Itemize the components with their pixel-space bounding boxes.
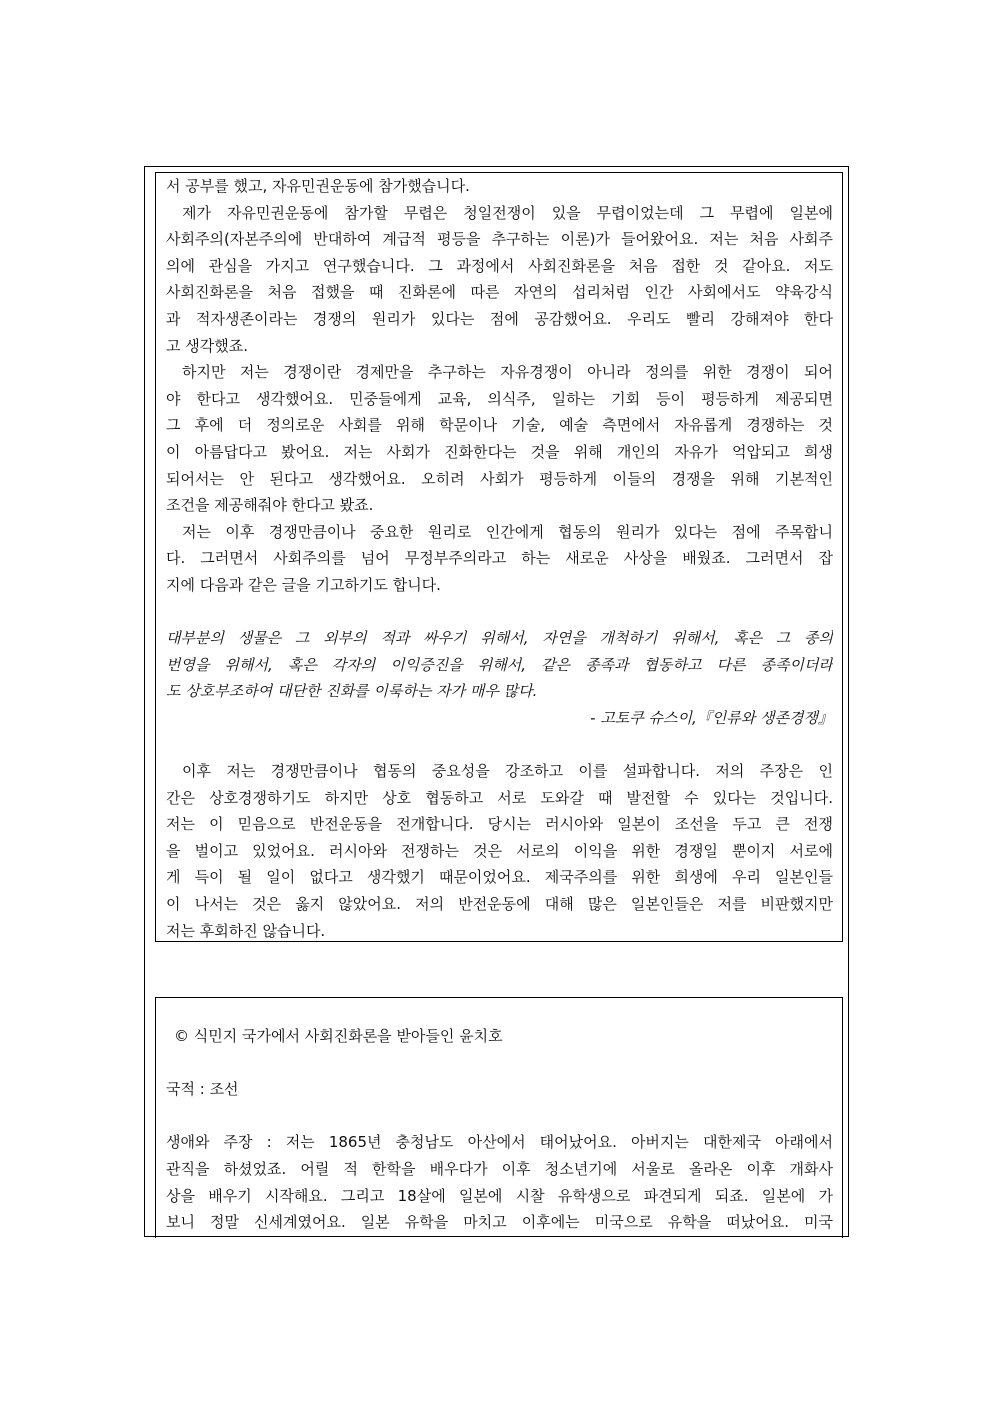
biography-line: 생애와 주장 : 저는 1865년 충청남도 아산에서 태어났어요. 아버지는 대한제국 아래에서: [166, 1133, 833, 1152]
paragraph-line: 하지만 저는 경쟁이란 경제만을 추구하는 자유경쟁이 아니라 정의를 위한 경쟁이 되어: [182, 363, 833, 382]
paragraph-line: 고 생각했죠.: [166, 336, 248, 355]
paragraph-line: 이 아름답다고 봤어요. 저는 사회가 진화한다는 것을 위해 개인의 자유가 억압되고 희생: [166, 442, 833, 461]
quote-line: 대부분의 생물은 그 외부의 적과 싸우기 위해서, 자연을 개척하기 위해서, 혹은 그 종의: [166, 629, 833, 648]
paragraph-line: 그 후에 더 정의로운 사회를 위해 학문이나 기술, 예술 측면에서 자유롭게 경쟁하는 것: [166, 416, 833, 435]
paragraph-line: 지에 다음과 같은 글을 기고하기도 합니다.: [166, 575, 441, 594]
paragraph-line: 사회주의(자본주의에 반대하여 계급적 평등을 추구하는 이론)가 들어왔어요. 저는 처음 사회주: [166, 230, 833, 249]
paragraph-line: 제가 자유민권운동에 참가할 무렵은 청일전쟁이 있을 무렵이었는데 그 무렵에 일본에: [182, 203, 833, 222]
paragraph-line: 게 득이 될 일이 없다고 생각했기 때문이었어요. 제국주의를 위한 희생에 우리 일본인들: [166, 868, 833, 887]
paragraph-line: 야 한다고 생각했어요. 민중들에게 교육, 의식주, 일하는 기회 등이 평등하게 제공되면: [166, 389, 833, 408]
paragraph-line: 을 벌이고 있었어요. 러시아와 전쟁하는 것은 서로의 이익을 위한 경쟁일 뿐이지 서로에: [166, 841, 833, 860]
paragraph-line: 되어서는 안 된다고 생각했어요. 오히려 사회가 평등하게 이들의 경쟁을 위해 기본적인: [166, 469, 833, 488]
paragraph-line: 사회진화론을 처음 접했을 때 진화론에 따른 자연의 섭리처럼 인간 사회에서도 약육강식: [166, 283, 833, 302]
paragraph-line: 간은 상호경쟁하기도 하지만 상호 협동하고 서로 도와갈 때 발전할 수 있다는 것입니다.: [166, 788, 833, 807]
quote-line: 도 상호부조하여 대단한 진화를 이룩하는 자가 매우 많다.: [166, 682, 538, 701]
paragraph-line: 저는 후회하진 않습니다.: [166, 921, 326, 940]
paragraph-line: 다. 그러면서 사회주의를 넘어 무정부주의라고 하는 새로운 사상을 배웠죠. 그러면서 잡: [166, 549, 833, 568]
biography-line: 보니 정말 신세계였어요. 일본 유학을 마치고 이후에는 미국으로 유학을 떠났어요. 미국: [166, 1213, 833, 1232]
biography: [166, 1129, 833, 1235]
paragraph-line: 의에 관심을 가지고 연구했습니다. 그 과정에서 사회진화론을 처음 접한 것 같아요. 저도: [166, 256, 833, 275]
biography-line: 상을 배우기 시작해요. 그리고 18살에 일본에 시찰 유학생으로 파견되게 되죠. 일본에 가: [166, 1186, 833, 1205]
spacer: [166, 731, 833, 758]
quote-line: 번영을 위해서, 혹은 각자의 이익증진을 위해서, 같은 종족과 협동하고 다른 종족이더라: [166, 655, 833, 674]
paragraph-line: 서 공부를 했고, 자유민권운동에 참가했습니다.: [166, 177, 470, 195]
paragraph-line: 과 적자생존이라는 경쟁의 원리가 있다는 점에 공감했어요. 우리도 빨리 강해져야 한다: [166, 309, 833, 328]
biography-line: 관직을 하셨었죠. 어릴 적 한학을 배우다가 이후 청소년기에 서울로 올라온 이후 개화사: [166, 1159, 833, 1178]
profile-title: © 식민지 국가에서 사회진화론을 받아들인 윤치호: [174, 1027, 503, 1045]
paragraph-line: 저는 이 믿음으로 반전운동을 전개합니다. 당시는 러시아와 일본이 조선을 두고 큰 전쟁: [166, 815, 833, 834]
spacer: [166, 599, 833, 626]
profile-box: [155, 997, 843, 1238]
nationality: 국적 : 조선: [166, 1080, 239, 1099]
paragraph-line: 저는 이후 경쟁만큼이나 중요한 원리로 인간에게 협동의 원리가 있다는 점에 주목합니: [182, 522, 833, 541]
quote-citation: - 고토쿠 슈스이,『인류와 생존경쟁』: [590, 708, 833, 727]
spacer: [166, 1103, 833, 1130]
paragraph-line: 이 나서는 것은 옳지 않았어요. 저의 반전운동에 대해 많은 일본인들은 저를 비판했지만: [166, 895, 833, 914]
paragraph-line: 조건을 제공해줘야 한다고 봤죠.: [166, 496, 374, 515]
narrative-box: [155, 172, 843, 942]
paragraph-line: 이후 저는 경쟁만큼이나 협동의 중요성을 강조하고 이를 설파합니다. 저의 주장은 인: [182, 762, 833, 781]
spacer: [166, 1050, 833, 1077]
